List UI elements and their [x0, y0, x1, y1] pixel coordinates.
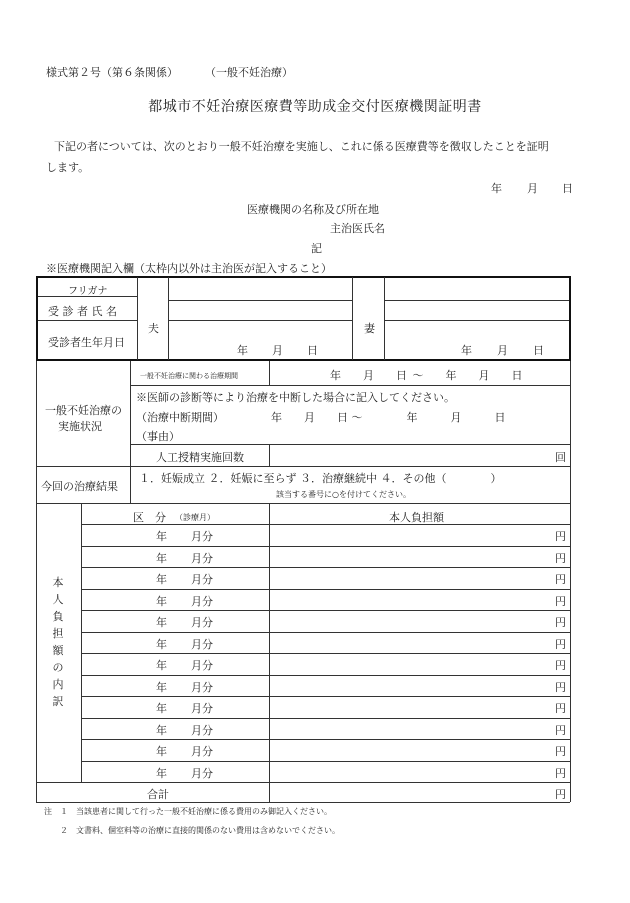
row-month: 月分: [191, 745, 213, 758]
row-year: 年: [156, 745, 167, 758]
page-title: 都城市不妊治療医療費等助成金交付医療機関証明書: [148, 99, 482, 115]
interruption-note: ※医師の診断等により治療を中断した場合に記入してください。: [136, 391, 455, 404]
breakdown-row-line: [81, 718, 570, 719]
treatment-period-value: 年 月 日 ～ 年 月 日: [330, 369, 523, 382]
breakdown-row-line: [81, 567, 570, 568]
row-year: 年: [156, 551, 167, 565]
patient-divider: [38, 320, 137, 321]
ai-count-unit: 回: [555, 451, 566, 464]
patient-divider: [384, 300, 569, 301]
row-year: 年: [156, 766, 167, 780]
patient-divider: [137, 277, 138, 360]
husband-birth-day: 日: [307, 344, 318, 357]
status-label-line2: 実施状況: [58, 420, 102, 433]
category-header: 区 分: [133, 511, 166, 524]
category-sub-header: （診療月）: [175, 513, 215, 522]
patient-divider: [168, 300, 352, 301]
wife-birth-year: 年: [461, 344, 472, 357]
status-label-line1: 一般不妊治療の: [45, 404, 122, 417]
row-unit: 円: [555, 680, 566, 694]
row-month: 月分: [191, 530, 213, 543]
row-unit: 円: [555, 530, 566, 543]
treatment-divider: [130, 385, 570, 386]
row-month: 月分: [191, 680, 213, 694]
patient-divider: [384, 320, 569, 321]
row-unit: 円: [555, 723, 566, 737]
result-instruction: 該当する番号に○を付けてください。: [276, 490, 411, 499]
treatment-divider: [36, 466, 570, 467]
intro-text-line2: します。: [46, 161, 90, 174]
form-number: 様式第２号（第６条関係）: [46, 66, 178, 79]
treatment-divider: [269, 444, 270, 466]
vertical-char: 本: [52, 576, 64, 589]
date-month: 月: [527, 182, 538, 195]
row-unit: 円: [555, 551, 566, 565]
row-unit: 円: [555, 745, 566, 758]
breakdown-vertical-label: [51, 574, 65, 710]
vertical-char: 訳: [52, 695, 64, 709]
result-label: 今回の治療結果: [41, 480, 118, 493]
husband-birth-month: 月: [272, 344, 283, 357]
patient-birth-label: 受診者生年月日: [48, 336, 125, 349]
outer-left-border: [36, 361, 37, 802]
ki-label: 記: [311, 242, 322, 255]
breakdown-row-line: [81, 610, 570, 611]
patient-name-label: 受 診 者 氏 名: [48, 305, 117, 318]
husband-label: 夫: [148, 322, 159, 335]
row-month: 月分: [191, 573, 213, 586]
row-month: 月分: [191, 637, 213, 651]
treatment-divider: [130, 361, 131, 466]
breakdown-row-line: [81, 589, 570, 590]
wife-birth-month: 月: [497, 344, 508, 357]
date-year: 年: [491, 182, 502, 195]
wife-birth-day: 日: [533, 344, 544, 357]
husband-birth-year: 年: [237, 344, 248, 357]
ai-count-label: 人工授精実施回数: [156, 451, 244, 464]
patient-divider: [384, 277, 385, 360]
row-month: 月分: [191, 723, 213, 737]
vertical-char: の: [52, 661, 64, 675]
form-type: （一般不妊治療）: [205, 66, 293, 79]
breakdown-row-line: [81, 653, 570, 654]
row-unit: 円: [555, 766, 566, 780]
breakdown-row-line: [81, 675, 570, 676]
vertical-char: 人: [52, 593, 64, 607]
row-unit: 円: [555, 616, 566, 629]
breakdown-row-line: [81, 696, 570, 697]
furigana-label: フリガナ: [68, 286, 108, 297]
row-year: 年: [156, 723, 167, 737]
patient-box-left: [36, 276, 38, 361]
row-year: 年: [156, 659, 167, 672]
breakdown-row-line: [81, 546, 570, 547]
row-month: 月分: [191, 616, 213, 629]
vertical-char: 内: [52, 678, 64, 692]
outer-right-border: [570, 361, 571, 802]
breakdown-row-line: [81, 739, 570, 740]
breakdown-row-line: [81, 761, 570, 762]
treatment-period-label: 一般不妊治療に関わる治療期間: [140, 372, 238, 380]
intro-text-line1: 下記の者については、次のとおり一般不妊治療を実施し、これに係る医療費等を徴収したことを証明: [54, 140, 549, 153]
patient-divider: [168, 320, 352, 321]
patient-divider: [168, 277, 169, 360]
total-top-line: [36, 782, 570, 783]
total-label: 合計: [147, 788, 169, 801]
row-year: 年: [156, 573, 167, 586]
result-options: １．妊娠成立 ２．妊娠に至らず ３．治療継続中 ４．その他（ ）: [139, 472, 502, 485]
row-year: 年: [156, 616, 167, 629]
row-year: 年: [156, 530, 167, 543]
row-unit: 円: [555, 659, 566, 672]
row-month: 月分: [191, 594, 213, 608]
interruption-period-value: 年 月 日 ～ 年 月 日: [271, 411, 506, 424]
doctor-name-label: 主治医氏名: [330, 222, 385, 235]
result-divider: [130, 466, 131, 503]
row-month: 月分: [191, 702, 213, 715]
row-month: 月分: [191, 766, 213, 780]
row-year: 年: [156, 702, 167, 715]
result-bottom-line: [36, 503, 570, 504]
section-note: ※医療機関記入欄（太枠内以外は主治医が記入すること）: [46, 262, 332, 275]
interruption-period-label: （治療中断期間）: [136, 411, 224, 424]
row-unit: 円: [555, 637, 566, 651]
row-year: 年: [156, 680, 167, 694]
patient-box-top: [36, 276, 571, 278]
patient-box-right: [569, 276, 571, 361]
wife-label: 妻: [364, 322, 375, 335]
reason-label: （事由）: [136, 430, 180, 443]
row-unit: 円: [555, 594, 566, 608]
patient-box-bottom: [36, 359, 571, 361]
table-bottom-line: [36, 802, 570, 803]
treatment-divider: [130, 444, 570, 445]
total-unit: 円: [555, 788, 566, 801]
note-2: ２ 文書料、個室料等の治療に直接的関係のない費用は含めないでください。: [60, 826, 340, 835]
row-unit: 円: [555, 573, 566, 586]
vertical-char: 担: [52, 627, 64, 641]
treatment-divider: [269, 361, 270, 385]
vertical-char: 額: [52, 644, 64, 658]
row-month: 月分: [191, 659, 213, 672]
row-unit: 円: [555, 702, 566, 715]
row-year: 年: [156, 637, 167, 651]
amount-header: 本人負担額: [389, 511, 444, 524]
patient-divider: [352, 277, 353, 360]
note-1: 注 １ 当該患者に関して行った一般不妊治療に係る費用のみ御記入ください。: [44, 807, 332, 816]
row-year: 年: [156, 594, 167, 608]
institution-label: 医療機関の名称及び所在地: [247, 203, 379, 216]
breakdown-row-line: [81, 632, 570, 633]
row-month: 月分: [191, 551, 213, 565]
vertical-char: 負: [52, 610, 64, 624]
date-day: 日: [562, 182, 573, 195]
